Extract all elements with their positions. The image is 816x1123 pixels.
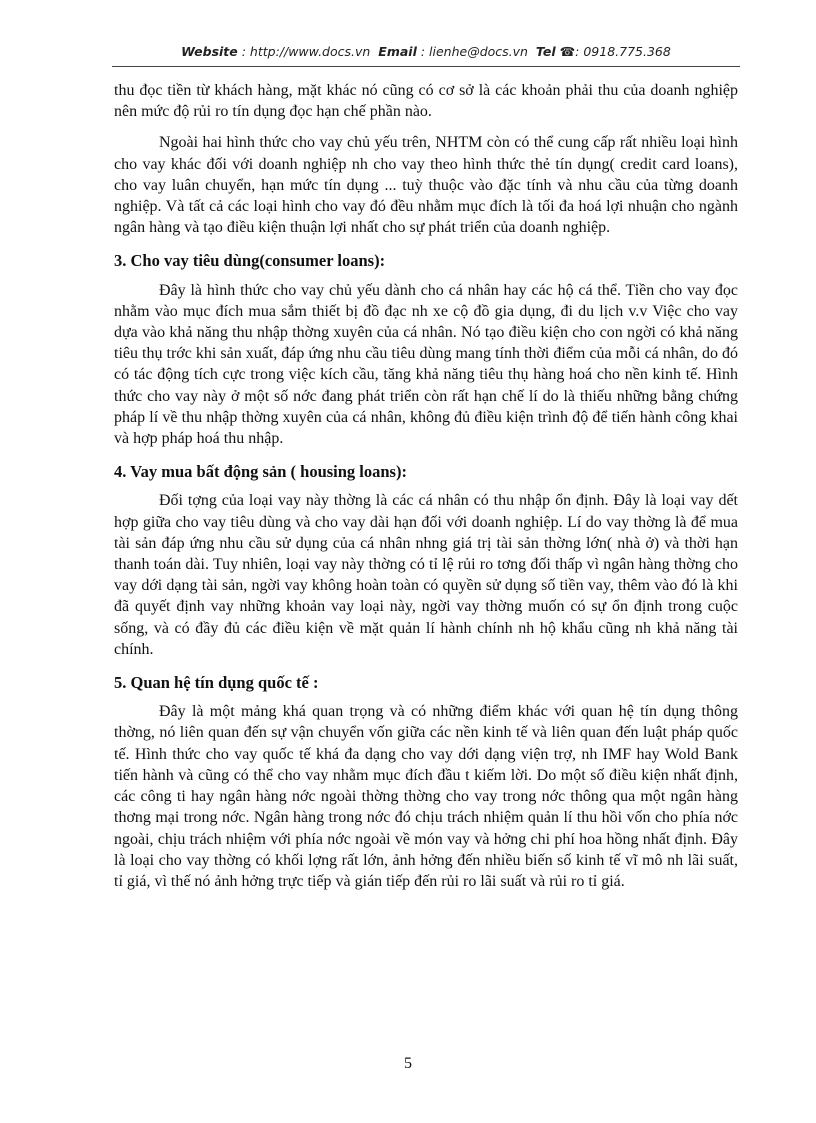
section-heading-5: 5. Quan hệ tín dụng quốc tế : [114, 673, 319, 693]
email-label: Email [378, 44, 417, 59]
paragraph-5: Đây là một mảng khá quan trọng và có những điểm khác với quan hệ tín dụng thông thờng, nó liên quan đến sự vận chuyển vốn giữa các nền kinh tế và liên quan đến luật pháp quốc tế. Hình thức cho vay quốc tế khá đa dạng cho vay dới dạng viện trợ, nh IMF hay Wold Bank tiến hành và cũng có thể cho vay nhằm mục đích đầu t kiếm lời. Do một số điều kiện nhất định, các công ti hay ngân hàng nớc ngoài thờng thờng cho vay trong nớc thông qua một ngân hàng thơng mại trong nớc. Ngân hàng trong nớc đó chịu trách nhiệm quản lí thu hồi vốn cho phía nớc ngoài, chịu trách nhiệm với phía nớc ngoài về món vay và hởng chi phí hoa hồng nhất định. Đây là loại cho vay thờng có khối lợng rất lớn, ảnh hởng đến nhiều biến số kinh tế vĩ mô nh lãi suất, tỉ giá, vì thế nó ảnh hởng trực tiếp và gián tiếp đến rủi ro lãi suất và rủi ro tỉ giá. [114, 703, 738, 890]
paragraph-2: Ngoài hai hình thức cho vay chủ yếu trên, NHTM còn có thể cung cấp rất nhiều loại hình cho vay khác đối với doanh nghiệp nh cho vay theo hình thức thẻ tín dụng( credit card loans), cho vay luân chuyển, hạn mức tín dụng ... tuỳ thuộc vào đặc tính và nhu cầu của từng doanh nghiệp. Và tất cả các loại hình cho vay đó đều nhằm mục đích là tối đa hoá lợi nhuận cho ngành ngân hàng và tạo điều kiện thuận lợi nhất cho sự phát triển của doanh nghiệp. [114, 134, 738, 237]
website-value: : http://www.docs.vn [241, 44, 371, 59]
section-heading-4: 4. Vay mua bất động sản ( housing loans): [114, 462, 407, 482]
phone-icon: ☎ [559, 44, 576, 59]
document-body [114, 80, 738, 902]
section-heading-3: 3. Cho vay tiêu dùng(consumer loans): [114, 251, 386, 271]
paragraph-4: Đối tợng của loại vay này thờng là các cá nhân có thu nhập ổn định. Đây là loại vay dết hợp giữa cho vay tiêu dùng và cho vay dài hạn đối với doanh nghiệp. Lí do vay thờng là để mua tài sản đáp ứng nhu cầu sử dụng của cá nhân nhng giá trị tài sản thờng lớn( nhà ở) và thời hạn thanh toán dài. Tuy nhiên, loại vay này thờng có tỉ lệ rủi ro tơng đối thấp vì ngân hàng thờng cho vay dới dạng tài sản, ngời vay không hoàn toàn có quyền sử dụng số tiền vay, thêm vào đó là khi đã quyết định vay những khoản vay loại này, ngời vay thờng muốn có sự ổn định trong cuộc sống, và có đầy đủ các điều kiện về mặt quản lí hành chính nh hộ khẩu cũng nh khả năng tài chính. [114, 492, 738, 658]
tel-value: : 0918.775.368 [575, 44, 671, 59]
paragraph-3: Đây là hình thức cho vay chủ yếu dành cho cá nhân hay các hộ cá thể. Tiền cho vay đọc nhằm vào mục đích mua sắm thiết bị đồ đạc nh xe cộ đồ gia dụng, đi du lịch v.v Việc cho vay dựa vào khả năng thu nhập thờng xuyên của cá nhân. Nó tạo điều kiện cho con ngời có khả năng tiêu thụ trớc khi sản xuất, đáp ứng nhu cầu tiêu dùng mang tính thời điểm của mỗi cá nhân, do đó có tác động tích cực trong việc kích cầu, tăng khả năng tiêu thụ hàng hoá cho nền kinh tế. Hình thức cho vay này ở một số nớc đang phát triển còn rất hạn chế lí do là thiếu những bằng chứng pháp lí về thu nhập thờng xuyên của cá nhân, không đủ điều kiện trình độ để tiến hành công khai và hợp pháp hoá thu nhập. [114, 281, 738, 448]
paragraph-1: thu đọc tiền từ khách hàng, mặt khác nó cũng có cơ sở là các khoản phải thu của doanh nghiệp nên mức độ rủi ro tín dụng đọc hạn chế phần nào. [114, 82, 738, 121]
website-label: Website [181, 44, 238, 59]
header-divider [112, 66, 740, 67]
tel-label: Tel [535, 44, 556, 59]
email-value: : lienhe@docs.vn [420, 44, 528, 59]
page-header [112, 44, 740, 59]
page-number: 5 [404, 1055, 412, 1072]
